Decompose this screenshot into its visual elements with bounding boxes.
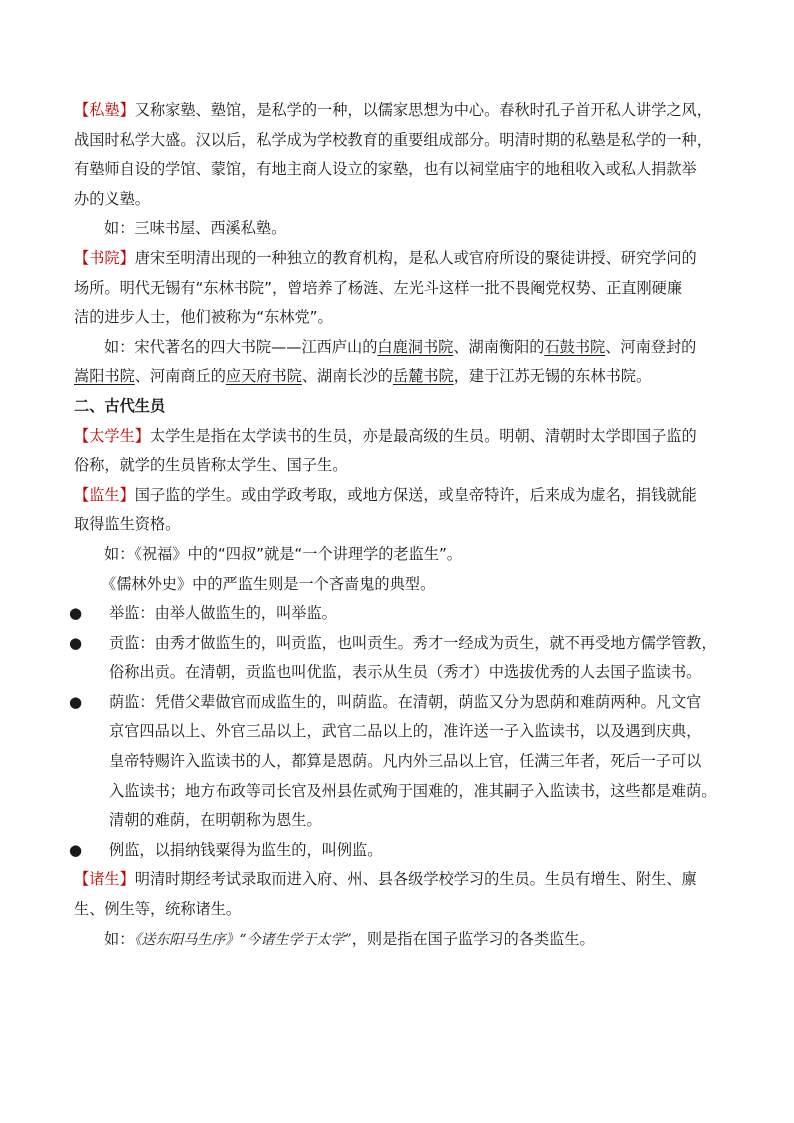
sishu-line-2: 战国时私学大盛。汉以后，私学成为学校教育的重要组成部分。明清时期的私塾是私学的一种， — [74, 130, 712, 149]
bullet-dot-icon: ● — [69, 633, 83, 652]
sishu-text: 又称家塾、塾馆，是私学的一种，以儒家思想为中心。春秋时孔子首开私人讲学之风， — [134, 101, 712, 119]
bullet-continuation: 皇帝特赐许入监读书的人，都算是恩荫。凡内外三品以上官，任满三年者，死后一子可以 — [109, 752, 702, 771]
jiansheng-text: 国子监的学生。或由学政考取，或地方保送，或皇帝特许，后来成为虚名，捐钱就能 — [134, 485, 697, 504]
bullet-text: 举监：由举人做监生的，叫举监。 — [109, 604, 337, 623]
example-text: 、河南登封的 — [605, 337, 697, 356]
jiansheng-example-1: 如：《祝福》中的“四叔”就是“一个讲理学的老监生”。 — [104, 544, 462, 563]
example-text: 、湖南长沙的 — [301, 367, 393, 386]
example-text: 、湖南衡阳的 — [453, 337, 545, 356]
sishu-line-1 — [74, 96, 724, 126]
quote-text: 《送东阳马生序》“今诸生学于太学” — [134, 931, 352, 948]
zhusheng-line-1 — [74, 865, 724, 895]
taixuesheng-line-2: 俗称，就学的生员皆称太学生、国子生。 — [74, 456, 348, 475]
bullet-dot-icon: ● — [69, 604, 83, 623]
bullet-continuation: 入监读书；地方布政等司长官及州县佐贰殉于国难的，准其嗣子入监读书，这些都是难荫。 — [109, 781, 717, 800]
taixuesheng-tag: 【太学生】 — [74, 426, 150, 445]
zhusheng-text: 明清时期经考试录取而进入府、州、县各级学校学习的生员。生员有增生、附生、廪 — [134, 870, 697, 889]
example-text: 如：宋代著名的四大书院——江西庐山的 — [104, 337, 378, 356]
bullet-text: 荫监：凭借父辈做官而成监生的，叫荫监。在清朝，荫监又分为恩荫和难荫两种。凡文官 — [109, 692, 702, 711]
taixuesheng-text: 太学生是指在太学读书的生员，亦是最高级的生员。明朝、清朝时太学即国子监的 — [149, 426, 697, 445]
jiansheng-line-2: 取得监生资格。 — [74, 515, 181, 534]
jiansheng-example-2: 《儒林外史》中的严监生则是一个吝啬鬼的典型。 — [101, 574, 436, 593]
yuelu-link: 岳麓书院 — [392, 367, 454, 386]
shuyuan-line-2: 场所。明代无锡有“东林书院”，曾培养了杨涟、左光斗这样一批不畏阉党权势、正直刚硬廉 — [74, 278, 683, 297]
shuyuan-line-1 — [74, 244, 724, 274]
bullet-continuation: 京官四品以上、外官三品以上，武官二品以上的，准许送一子入监读书，以及遇到庆典， — [109, 722, 702, 741]
bullet-text: 例监，以捐纳钱粟得为监生的，叫例监。 — [109, 840, 383, 859]
example-text: 如： — [104, 929, 135, 948]
example-text: ，则是指在国子监学习的各类监生。 — [351, 929, 595, 948]
zhusheng-tag: 【诸生】 — [74, 870, 135, 889]
bailudong-link: 白鹿洞书院 — [377, 337, 454, 356]
jiansheng-tag: 【监生】 — [74, 485, 135, 504]
bullet-item-gongjian — [69, 629, 724, 659]
songyang-link: 嵩阳书院 — [74, 367, 135, 386]
section-heading: 二、古代生员 — [74, 396, 166, 415]
shuyuan-text: 唐宋至明清出现的一种独立的教育机构，是私人或官府所设的聚徒讲授、研究学问的 — [134, 248, 697, 267]
bullet-text: 贡监：由秀才做监生的，叫贡监，也叫贡生。秀才一经成为贡生，就不再受地方儒学管教， — [109, 633, 717, 652]
bullet-continuation: 清朝的难荫，在明朝称为恩生。 — [109, 811, 322, 830]
bullet-item-lijian — [69, 836, 724, 866]
taixuesheng-line-1 — [74, 422, 724, 452]
zhusheng-line-2: 生、例生等，统称诸生。 — [74, 900, 242, 919]
example-text: 、河南商丘的 — [134, 367, 226, 386]
shuyuan-example-2 — [74, 362, 724, 392]
shuyuan-tag: 【书院】 — [74, 248, 135, 267]
bullet-dot-icon: ● — [69, 840, 83, 859]
sishu-example: 如：三味书屋、西溪私塾。 — [104, 219, 287, 238]
shuyuan-example-1 — [74, 333, 724, 363]
shuyuan-line-3: 洁的进步人士，他们被称为“东林党”。 — [74, 308, 333, 327]
bullet-dot-icon: ● — [69, 692, 83, 711]
bullet-continuation: 俗称出贡。在清朝，贡监也叫优监，表示从生员（秀才）中选拔优秀的人去国子监读书。 — [109, 663, 702, 682]
example-text: ，建于江苏无锡的东林书院。 — [453, 367, 652, 386]
zhusheng-example — [74, 925, 724, 955]
bullet-item-yinjian — [69, 688, 724, 718]
document-page — [69, 96, 724, 954]
sishu-line-4: 办的义塾。 — [74, 189, 150, 208]
jiansheng-line-1 — [74, 481, 724, 511]
bullet-item-jujian — [69, 599, 724, 629]
sishu-tag: 【私塾】 — [74, 101, 135, 119]
shigu-link: 石鼓书院 — [544, 337, 606, 356]
yingtianfu-link: 应天府书院 — [225, 367, 302, 386]
sishu-line-3: 有塾师自设的学馆、蒙馆，有地主商人设立的家塾，也有以祠堂庙宇的地租收入或私人捐款举 — [74, 160, 697, 179]
